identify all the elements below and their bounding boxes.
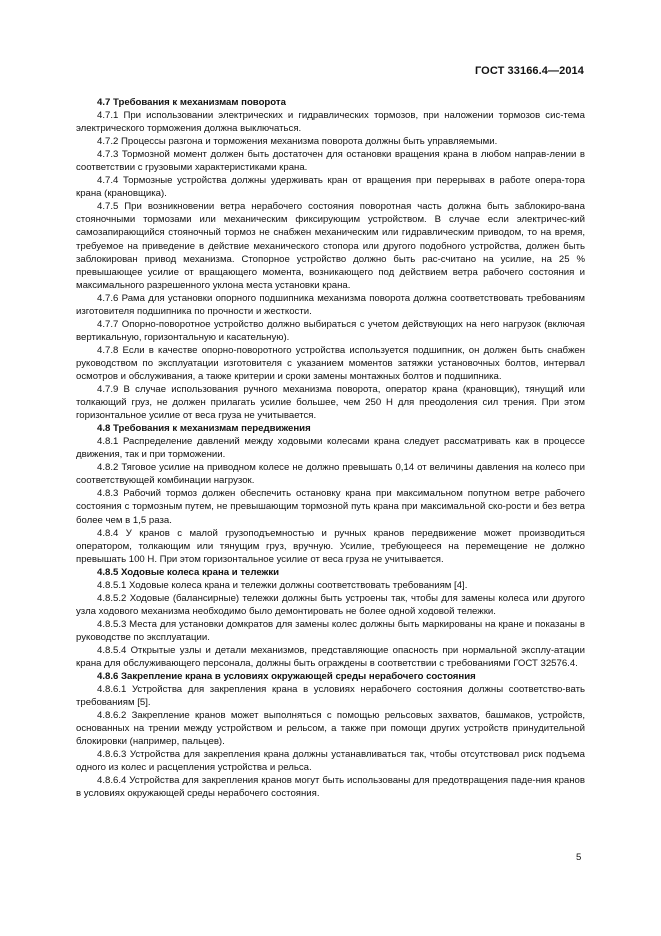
paragraph-4-8-1: 4.8.1 Распределение давлений между ходовыми колесами крана следует рассматривать как в процессе движения, так и при торможении. — [76, 436, 585, 461]
paragraph-4-8-6-3: 4.8.6.3 Устройства для закрепления крана должны устанавливаться так, чтобы отсутствовал риск подъема одного из колес и расцепления устройства и рельса. — [76, 749, 585, 774]
paragraph-4-8-2: 4.8.2 Тяговое усилие на приводном колесе не должно превышать 0,14 от величины давления на колесо при соответствующей комбинации нагрузок. — [76, 462, 585, 487]
paragraph-4-8-5-2: 4.8.5.2 Ходовые (балансирные) тележки должны быть устроены так, чтобы для замены колеса или другого узла ходового механизма необходимо было демонтировать не более одной ходовой тележки. — [76, 592, 585, 617]
paragraph-4-8-4: 4.8.4 У кранов с малой грузоподъемностью и ручных кранов передвижение может производиться оператором, толкающим или тянущим груз, вручную. Усилие, требующееся на перемещение не должно превышать 100 Н. При этом горизонтальное усилие от веса груза не учитывается. — [76, 527, 585, 565]
section-heading-4-8-6: 4.8.6 Закрепление крана в условиях окружающей среды нерабочего состояния — [97, 671, 476, 683]
paragraph-4-8-6-4: 4.8.6.4 Устройства для закрепления кранов могут быть использованы для предотвращения паде-ния кранов в условиях окружающей среды нерабочего состояния. — [76, 775, 585, 800]
paragraph-4-7-5: 4.7.5 При возникновении ветра нерабочего состояния поворотная часть должна быть заблокиро-вана стояночными тормозами или механическим фиксирующим устройством. В случае если электричес-кий самозапирающийся стояночный тормоз не снабжен механическим или гидравлическим приводом, то на время, требуемое на приведение в действие механического стопора или другого подобного устройства, должен быть заблокирован привод механизма. Стопорное устройство должно быть рас-считано на усилие, на 25 % превышающее усилие от вращающего момента, возникающего под действием ветра рабочего состояния и максимального разрешенного уклона места установки крана. — [76, 201, 585, 291]
section-heading-4-8-5: 4.8.5 Ходовые колеса крана и тележки — [97, 566, 280, 578]
paragraph-4-7-4: 4.7.4 Тормозные устройства должны удерживать кран от вращения при перерывах в работе опера-тора крана (крановщика). — [76, 175, 585, 200]
page-number: 5 — [576, 852, 582, 863]
section-heading-4-8: 4.8 Требования к механизмам передвижения — [97, 423, 311, 435]
paragraph-4-7-7: 4.7.7 Опорно-поворотное устройство должно выбираться с учетом действующих на него нагрузок (включая вертикальную, горизонтальную и касательную). — [76, 318, 585, 343]
paragraph-4-8-5-3: 4.8.5.3 Места для установки домкратов для замены колес должны быть маркированы на кране и показаны в руководстве по эксплуатации. — [76, 618, 585, 643]
paragraph-4-7-6: 4.7.6 Рама для установки опорного подшипника механизма поворота должна соответствовать требованиям изготовителя подшипника по прочности и жесткости. — [76, 292, 585, 317]
document-body — [76, 96, 585, 801]
paragraph-4-8-5-1: 4.8.5.1 Ходовые колеса крана и тележки должны соответствовать требованиям [4]. — [97, 579, 468, 591]
paragraph-4-7-9: 4.7.9 В случае использования ручного механизма поворота, оператор крана (крановщик), тянущий или толкающий груз, не должен прилагать усилие большее, чем 250 Н для преодоления сил трения. При этом горизонтальное усилие от веса груза не учитывается. — [76, 384, 585, 422]
section-heading-4-7: 4.7 Требования к механизмам поворота — [97, 97, 286, 108]
paragraph-4-8-3: 4.8.3 Рабочий тормоз должен обеспечить остановку крана при максимальном попутном ветре рабочего состояния с тормозным путем, не превышающим тормозной путь крана при максимальной ско-рости и без ветра более чем в 1,5 раза. — [76, 488, 585, 526]
paragraph-4-7-3: 4.7.3 Тормозной момент должен быть достаточен для остановки вращения крана в любом направ-лении в соответствии с грузовыми характеристиками крана. — [76, 149, 585, 174]
paragraph-4-7-2: 4.7.2 Процессы разгона и торможения механизма поворота должны быть управляемыми. — [97, 136, 498, 148]
paragraph-4-8-6-2: 4.8.6.2 Закрепление кранов может выполняться с помощью рельсовых захватов, башмаков, устройств, основанных на трении между устройством и рельсом, а также при помощи других устройств принудительной блокировки (например, пальцев). — [76, 710, 585, 748]
paragraph-4-8-5-4: 4.8.5.4 Открытые узлы и детали механизмов, представляющие опасность при нормальной эксплу-атации крана для обслуживающего персонала, должны быть ограждены в соответствии с требованиями ГОСТ 32576.4. — [76, 644, 585, 670]
paragraph-4-8-6-1: 4.8.6.1 Устройства для закрепления крана в условиях нерабочего состояния должны соответство-вать требованиям [5]. — [76, 684, 585, 709]
paragraph-4-7-8: 4.7.8 Если в качестве опорно-поворотного устройства используется подшипник, он должен быть снабжен руководством по эксплуатации изготовителя с указанием моментов затяжки установочных болтов, интервал осмотров и обслуживания, а также критерии и сроки замены монтажных болтов и подшипника. — [76, 344, 585, 382]
paragraph-4-7-1: 4.7.1 При использовании электрических и гидравлических тормозов, при наложении тормозов сис-тема электрического торможения должна выключаться. — [76, 110, 585, 135]
document-standard-id: ГОСТ 33166.4—2014 — [474, 65, 584, 77]
